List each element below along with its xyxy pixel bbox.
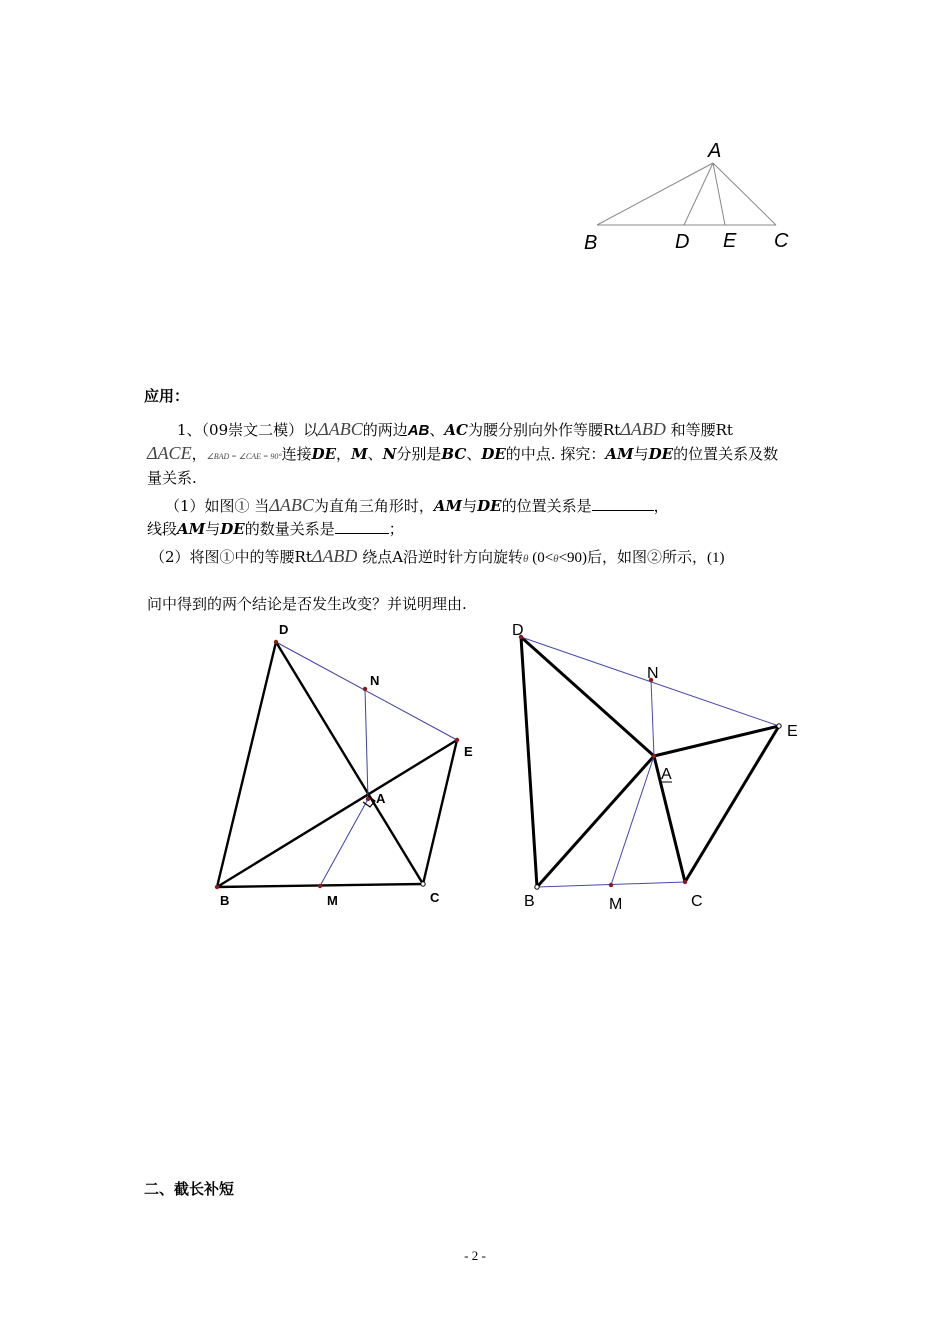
segment-ae <box>713 163 725 225</box>
triangle-abd-symbol: ΔABD <box>620 419 666 439</box>
label-e: E <box>464 744 473 759</box>
label-d: D <box>279 622 289 637</box>
label-a: A <box>661 766 672 783</box>
label-b: B <box>524 893 535 910</box>
question2-label: （2）将图①中的等腰Rt <box>150 548 312 566</box>
text-segment: 和等腰Rt <box>665 421 733 439</box>
point-b <box>535 885 539 889</box>
segment-ad <box>684 163 713 225</box>
section-heading-2: 二、截长补短 <box>144 1180 235 1198</box>
var-m: M <box>351 445 368 463</box>
label-d: D <box>675 231 690 253</box>
page-number: - 2 - <box>464 1248 486 1263</box>
label-e: E <box>723 230 737 252</box>
label-d: D <box>512 622 524 639</box>
var-bc: BC <box>441 445 467 463</box>
triangle-ace-symbol: ΔACE <box>147 443 192 463</box>
section-heading-application: 应用： <box>144 387 190 405</box>
theta-symbol: θ <box>523 553 529 565</box>
text-segment: 的两边 <box>362 421 408 439</box>
text-segment: 、 <box>429 421 445 439</box>
segment-da <box>521 637 654 756</box>
point-n <box>363 687 367 691</box>
triangle-abd-symbol: ΔABD <box>311 546 358 566</box>
text-segment: ， <box>653 497 669 515</box>
point-a <box>366 797 370 801</box>
point-c <box>683 880 687 884</box>
text-segment: 的中点. 探究： <box>505 445 606 463</box>
segment-ac <box>713 163 776 225</box>
text-segment: 为腰分别向外作等腰Rt <box>467 421 621 439</box>
text-segment: ， <box>191 445 207 463</box>
figure-triangle-abc <box>570 130 810 260</box>
segment-db <box>217 642 276 887</box>
problem1-intro: 1、（09崇文二模）以 <box>177 421 319 439</box>
var-am: AM <box>177 520 206 538</box>
triangle-abc-symbol: ΔABC <box>318 419 363 439</box>
segment-na <box>365 689 368 799</box>
text-segment: 、 <box>367 445 383 463</box>
point-d <box>274 640 278 644</box>
text-segment: (0< <box>528 550 554 566</box>
question1-line1 <box>165 494 669 517</box>
var-n: N <box>382 445 397 463</box>
label-c: C <box>430 890 440 905</box>
label-n: N <box>370 673 380 688</box>
text-segment: 的位置关系是 <box>501 497 592 515</box>
segment-na <box>651 680 654 756</box>
var-de: DE <box>311 445 337 463</box>
segment-be <box>217 740 457 887</box>
label-m: M <box>327 893 338 908</box>
var-de: DE <box>477 497 502 515</box>
label-a: A <box>376 791 386 806</box>
label-a: A <box>708 140 722 162</box>
text-segment: 线段 <box>147 520 178 538</box>
point-e <box>777 724 781 728</box>
segment-dc <box>276 642 423 884</box>
var-ac: AC <box>444 421 468 439</box>
text-segment: 分别是 <box>396 445 442 463</box>
segment-de <box>276 642 457 740</box>
segment-ab <box>537 756 654 887</box>
text-segment: 与 <box>205 520 221 538</box>
var-am: AM <box>605 445 634 463</box>
text-segment: <90)后，如图②所示，(1) <box>558 550 725 566</box>
var-de: DE <box>481 445 506 463</box>
label-b: B <box>220 893 230 908</box>
label-m: M <box>609 896 623 913</box>
var-ab: AB <box>407 422 430 439</box>
text-segment: 与 <box>462 497 478 515</box>
label-n: N <box>647 665 659 682</box>
text-segment: 为直角三角形时， <box>313 497 434 515</box>
question2-line2: 问中得到的两个结论是否发生改变？并说明理由. <box>147 595 467 613</box>
point-a <box>652 754 656 758</box>
label-b: B <box>584 232 598 254</box>
label-c: C <box>774 230 789 252</box>
var-de: DE <box>648 445 674 463</box>
question1-label: （1）如图① 当 <box>165 497 270 515</box>
problem1-line3: 量关系. <box>147 469 197 487</box>
segment-ab <box>597 163 713 225</box>
triangle-abc-symbol: ΔABC <box>269 495 314 515</box>
theta-symbol: θ <box>553 553 559 565</box>
segment-am <box>611 756 654 885</box>
text-segment: 绕点A沿逆时针方向旋转 <box>357 548 524 566</box>
point-m <box>318 884 322 888</box>
question1-line2 <box>147 517 404 540</box>
point-m <box>609 883 613 887</box>
point-c <box>421 882 425 886</box>
label-c: C <box>691 893 703 910</box>
segment-db <box>521 637 537 887</box>
text-segment: ； <box>388 520 404 538</box>
angle-condition: ∠BAD = ∠CAE = 90° <box>206 452 282 461</box>
segment-ec <box>685 726 779 882</box>
problem1-line1 <box>177 418 733 442</box>
text-segment: 与 <box>633 445 649 463</box>
figure-2 <box>505 615 815 915</box>
question2-line1 <box>150 545 725 570</box>
text-segment: 的位置关系及数 <box>673 445 779 463</box>
segment-ae <box>654 726 779 756</box>
text-segment: 的数量关系是 <box>244 520 335 538</box>
point-e <box>455 738 459 742</box>
text-segment: 、 <box>466 445 482 463</box>
label-e: E <box>787 723 798 740</box>
answer-blank-quantity[interactable] <box>335 517 389 534</box>
segment-am <box>320 799 368 886</box>
text-segment: 连接 <box>281 445 312 463</box>
point-b <box>215 885 219 889</box>
figure-1 <box>200 615 490 915</box>
answer-blank-position[interactable] <box>592 494 654 511</box>
text-segment: ， <box>336 445 352 463</box>
problem1-line2 <box>147 442 778 468</box>
segment-ec <box>423 740 457 884</box>
var-de: DE <box>220 520 245 538</box>
var-am: AM <box>433 497 463 515</box>
